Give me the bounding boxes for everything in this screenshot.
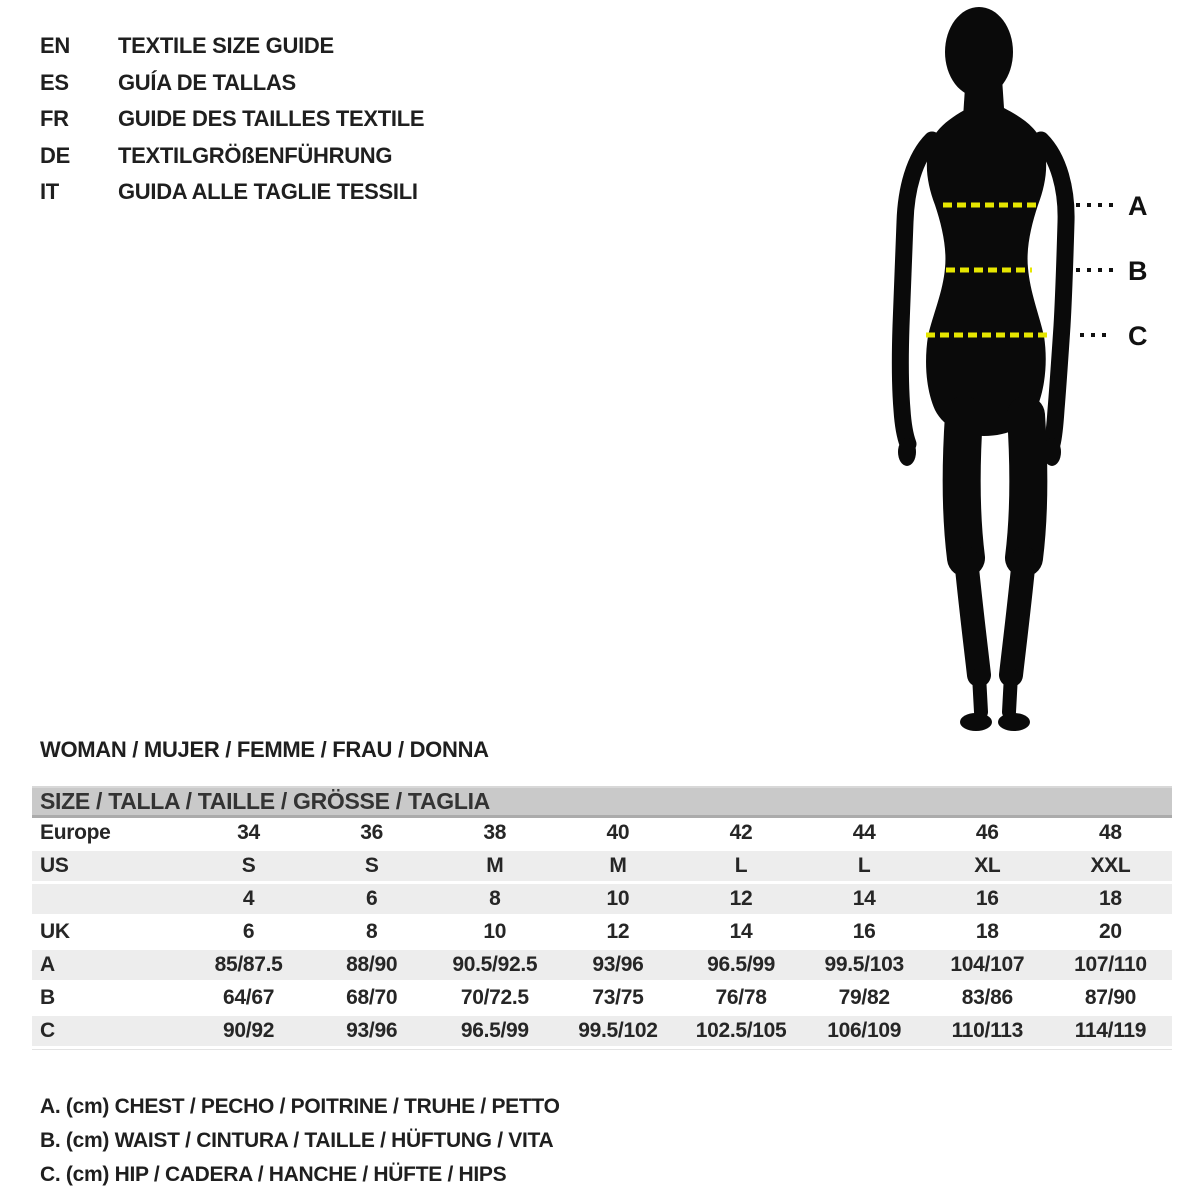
table-cell: 102.5/105 [695, 1019, 787, 1042]
table-cell: 42 [729, 821, 753, 844]
table-cell: 90/92 [223, 1019, 275, 1042]
table-cell: 12 [606, 920, 630, 943]
language-code: FR [40, 106, 69, 132]
table-cell: XL [974, 854, 1001, 877]
table-row-hip-c [32, 1016, 1172, 1049]
size-table-header-label: SIZE / TALLA / TAILLE / GRÖSSE / TAGLIA [40, 788, 490, 814]
language-row-fr [40, 101, 424, 138]
table-cell: 104/107 [950, 953, 1025, 976]
table-cell: 18 [1099, 887, 1122, 910]
table-cell: 99.5/103 [824, 953, 904, 976]
table-cell: 20 [1099, 920, 1122, 943]
guide-title-de: TEXTILGRÖßENFÜHRUNG [118, 142, 393, 168]
size-table [32, 786, 1172, 1050]
table-cell: 14 [852, 887, 876, 910]
language-guide-list [40, 28, 424, 211]
table-row-waist-b [32, 983, 1172, 1016]
language-row-it [40, 174, 424, 211]
table-cell: 16 [975, 887, 999, 910]
language-code: DE [40, 142, 70, 168]
table-cell: 44 [852, 821, 876, 844]
table-cell: 46 [975, 821, 999, 844]
guide-title-en: TEXTILE SIZE GUIDE [118, 33, 334, 59]
language-row-de [40, 138, 424, 175]
size-table-header [32, 786, 1172, 818]
table-cell: L [734, 854, 748, 877]
table-cell: 34 [237, 821, 260, 844]
table-cell: M [609, 854, 627, 877]
language-code: ES [40, 69, 69, 95]
table-cell: 4 [242, 887, 255, 910]
table-cell: 110/113 [951, 1019, 1024, 1042]
row-label: Europe [40, 821, 111, 844]
table-row-uk [32, 917, 1172, 950]
table-cell: 8 [489, 887, 501, 910]
table-cell: 40 [606, 821, 630, 844]
measurement-legend [40, 1090, 560, 1192]
language-code: EN [40, 33, 70, 59]
row-label: C [40, 1019, 55, 1042]
table-cell: 18 [975, 920, 999, 943]
table-cell: 10 [606, 887, 630, 910]
row-label: US [40, 854, 69, 877]
marker-label-c: C [1128, 321, 1148, 351]
table-cell: 76/78 [715, 986, 767, 1009]
table-cell: 48 [1099, 821, 1122, 844]
table-cell: 99.5/102 [578, 1019, 658, 1042]
table-cell: 6 [365, 887, 378, 910]
table-cell: 6 [242, 920, 255, 943]
table-row-us-letter [32, 851, 1172, 884]
measurement-figure [880, 0, 1200, 745]
table-cell: 10 [483, 920, 507, 943]
legend-chest: A. (cm) CHEST / PECHO / POITRINE / TRUHE / PETTO [40, 1095, 560, 1118]
row-label: A [40, 953, 55, 976]
table-cell: S [364, 854, 379, 877]
table-cell: 90.5/92.5 [452, 953, 538, 976]
table-cell: 88/90 [346, 953, 398, 976]
table-cell: 64/67 [223, 986, 275, 1009]
table-cell: 114/119 [1074, 1019, 1147, 1042]
language-code: IT [40, 179, 59, 205]
legend-hip: C. (cm) HIP / CADERA / HANCHE / HÜFTE / HIPS [40, 1163, 507, 1186]
table-cell: 12 [729, 887, 753, 910]
table-cell: 38 [483, 821, 507, 844]
table-row-chest-a [32, 950, 1172, 983]
table-cell: 8 [365, 920, 378, 943]
table-cell: 73/75 [592, 986, 644, 1009]
row-label [32, 884, 187, 914]
woman-silhouette-icon [898, 7, 1066, 731]
table-cell: 93/96 [346, 1019, 398, 1042]
table-cell: M [486, 854, 504, 877]
table-cell: 96.5/99 [707, 953, 776, 976]
row-label: B [40, 986, 55, 1009]
table-cell: 96.5/99 [460, 1019, 529, 1042]
table-cell: 36 [360, 821, 384, 844]
table-cell: XXL [1090, 854, 1131, 877]
table-cell: L [857, 854, 871, 877]
table-cell: 68/70 [346, 986, 398, 1009]
table-cell: 106/109 [827, 1019, 902, 1042]
table-cell: S [241, 854, 256, 877]
table-row-us-numeric [32, 884, 1172, 917]
table-cell: 83/86 [961, 986, 1013, 1009]
table-cell: 70/72.5 [460, 986, 529, 1009]
table-cell: 93/96 [592, 953, 644, 976]
guide-title-es: GUÍA DE TALLAS [118, 69, 296, 95]
table-cell: 79/82 [838, 986, 890, 1009]
table-cell: 87/90 [1084, 986, 1136, 1009]
row-label: UK [40, 920, 70, 943]
guide-title-it: GUIDA ALLE TAGLIE TESSILI [118, 179, 418, 205]
table-cell: 85/87.5 [214, 953, 283, 976]
language-row-es [40, 65, 424, 102]
table-cell: 107/110 [1074, 953, 1147, 976]
table-cell: 16 [852, 920, 876, 943]
table-row-europe [32, 818, 1172, 851]
section-title-woman: WOMAN / MUJER / FEMME / FRAU / DONNA [40, 737, 489, 762]
marker-label-b: B [1128, 256, 1148, 286]
legend-waist: B. (cm) WAIST / CINTURA / TAILLE / HÜFTUNG / VITA [40, 1129, 554, 1152]
guide-title-fr: GUIDE DES TAILLES TEXTILE [118, 106, 425, 132]
table-cell: 14 [729, 920, 753, 943]
marker-label-a: A [1128, 191, 1148, 221]
language-row-en [40, 28, 424, 65]
